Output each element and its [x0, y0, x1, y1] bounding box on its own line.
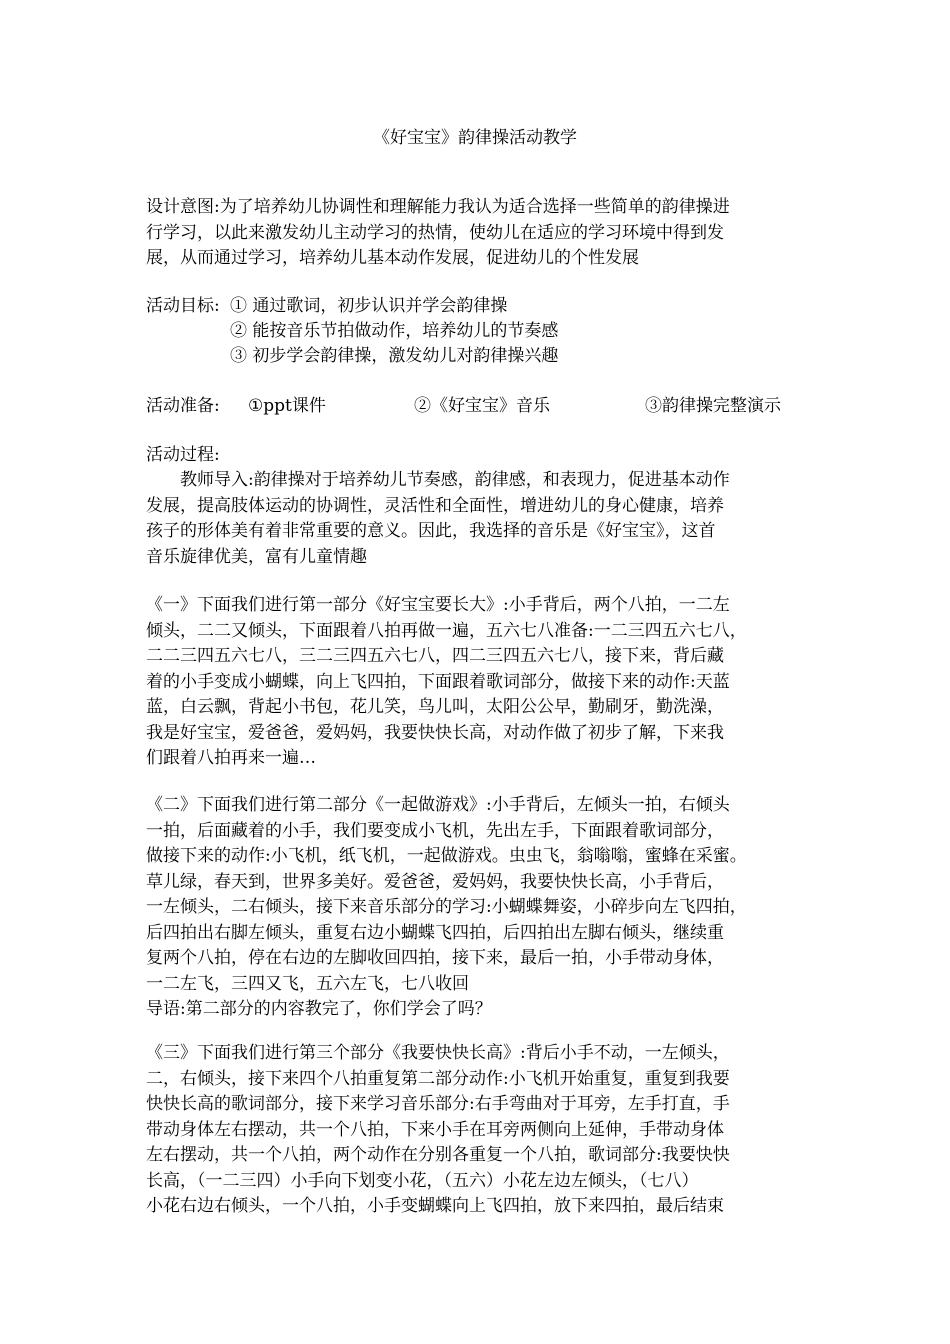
intro-line: 孩子的形体美有着非常重要的意义。因此，我选择的音乐是《好宝宝》，这首 — [146, 521, 716, 541]
part2-line: 草儿绿，春天到，世界多美好。爱爸爸，爱妈妈，我要快快长高，小手背后， — [146, 871, 724, 892]
goal-item: ① 通过歌词，初步认识并学会韵律操 — [230, 296, 508, 316]
intro-line: 发展，提高肢体运动的协调性，灵活性和全面性，增进幼儿的身心健康，培养 — [146, 495, 724, 516]
preparation-item: ②《好宝宝》音乐 — [414, 396, 550, 416]
part2-line: 做接下来的动作:小飞机，纸飞机，一起做游戏。虫虫飞，翁嗡嗡，蜜蜂在采蜜。 — [146, 846, 747, 866]
preparation-item: ①ppt课件 — [248, 396, 326, 416]
part3-paragraph — [146, 1041, 826, 1220]
design-intent-line: 设计意图:为了培养幼儿协调性和理解能力我认为适合选择一些简单的韵律操进 — [146, 197, 730, 217]
goal-item: ② 能按音乐节拍做动作，培养幼儿的节奏感 — [230, 321, 559, 341]
intro-line: 教师导入:韵律操对于培养幼儿节奏感，韵律感，和表现力，促进基本动作 — [180, 470, 730, 490]
part2-line: 一左倾头，二右倾头，接下来音乐部分的学习:小蝴蝶舞姿，小碎步向左飞四拍， — [146, 897, 747, 917]
part1-line: 我是好宝宝，爱爸爸，爱妈妈，我要快快长高，对动作做了初步了解，下来我 — [146, 722, 724, 743]
part1-line: 蓝，白云飘，背起小书包，花儿笑，鸟儿叫，太阳公公早，勤刷牙，勤洗澡， — [146, 697, 724, 717]
part1-line: 倾头，二二又倾头，下面跟着八拍再做一遍，五六七八准备:一二三四五六七八， — [146, 620, 747, 641]
goal-item: ③ 初步学会韵律操，激发幼儿对韵律操兴趣 — [230, 346, 559, 366]
intro-line: 音乐旋律优美，富有儿童情趣 — [146, 546, 367, 567]
part3-line: 左右摆动，共一个八拍，两个动作在分别各重复一个八拍，歌词部分:我要快快 — [146, 1145, 730, 1165]
preparation-label: 活动准备: — [146, 396, 220, 416]
part3-line: 快快长高的歌词部分，接下来学习音乐部分:右手弯曲对于耳旁，左手打直，手 — [146, 1094, 730, 1114]
design-intent-line: 展，从而通过学习，培养幼儿基本动作发展，促进幼儿的个性发展 — [146, 248, 639, 268]
part2-line: 一拍，后面藏着的小手，我们要变成小飞机，先出左手，下面跟着歌词部分， — [146, 820, 724, 841]
part3-line: 长高，（一二三四）小手向下划变小花，（五六）小花左边左倾头，（七八） — [146, 1170, 699, 1191]
part1-line: 们跟着八拍再来一遍… — [146, 748, 316, 768]
part2-line: 一二左飞，三四又飞，五六左飞，七八收回 — [146, 973, 469, 994]
document-title: 《好宝宝》韵律操活动教学 — [373, 128, 577, 148]
design-intent-line: 行学习，以此来激发幼儿主动学习的热情，使幼儿在适应的学习环境中得到发 — [146, 222, 724, 243]
part1-line: 着的小手变成小蝴蝶，向上飞四拍，下面跟着歌词部分，做接下来的动作:天蓝 — [146, 671, 730, 692]
guide-line: 导语:第二部分的内容教完了，你们学会了吗？ — [146, 999, 492, 1019]
part2-line: 复两个八拍，停在右边的左脚收回四拍，接下来，最后一拍，小手带动身体， — [146, 948, 724, 968]
part1-paragraph — [146, 593, 826, 772]
intro-paragraph — [146, 468, 826, 570]
part3-line: 《三》下面我们进行第三个部分《我要快快长高》:背后小手不动，一左倾头， — [146, 1043, 730, 1063]
process-label-text: 活动过程: — [146, 445, 220, 465]
part3-line: 带动身体左右摆动，共一个八拍，下来小手在耳旁两侧向上延伸，手带动身体 — [146, 1119, 724, 1140]
preparation-item: ③韵律操完整演示 — [645, 396, 781, 416]
part2-line: 《二》下面我们进行第二部分《一起做游戏》:小手背后，左倾头一拍，右倾头 — [146, 795, 730, 815]
part1-line: 《一》下面我们进行第一部分《好宝宝要长大》:小手背后，两个八拍，一二左 — [146, 595, 730, 615]
part1-line: 二二三四五六七八，三二三四五六七八，四二三四五六七八，接下来，背后藏 — [146, 646, 724, 666]
design-intent-paragraph — [146, 195, 826, 272]
part3-line: 小花右边右倾头，一个八拍，小手变蝴蝶向上飞四拍，放下来四拍，最后结束 — [146, 1196, 724, 1216]
part3-line: 二，右倾头，接下来四个八拍重复第二部分动作:小飞机开始重复，重复到我要 — [146, 1068, 730, 1089]
part2-line: 后四拍出右脚左倾头，重复右边小蝴蝶飞四拍，后四拍出左脚右倾头，继续重 — [146, 922, 724, 943]
goals-label: 活动目标: — [146, 296, 220, 316]
process-label — [146, 443, 826, 469]
part2-paragraph — [146, 793, 826, 1023]
